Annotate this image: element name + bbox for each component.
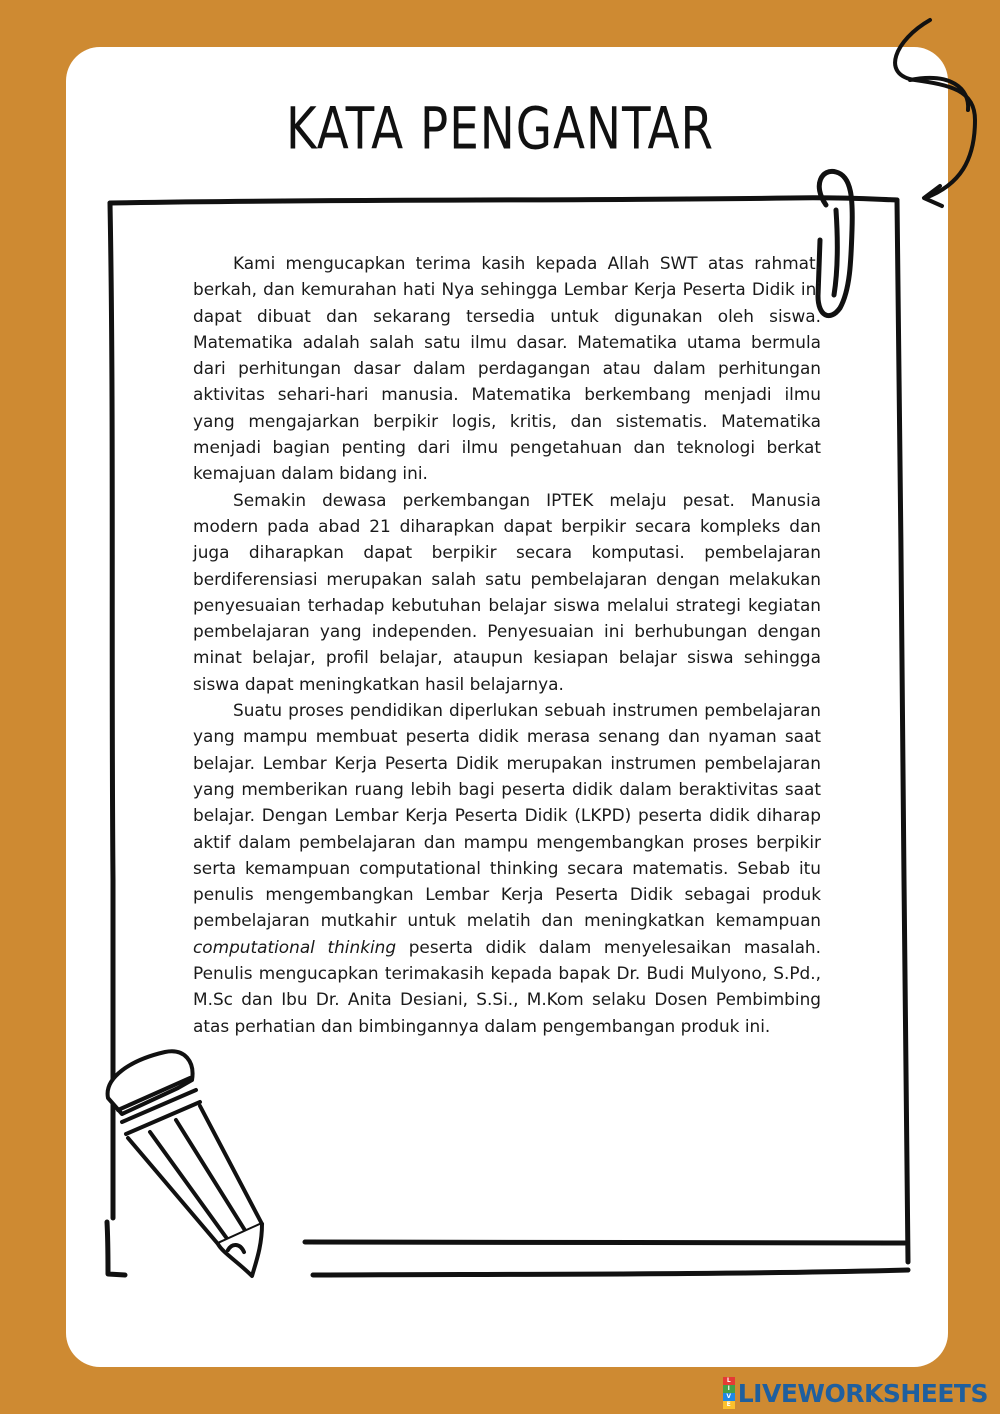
liveworksheets-watermark[interactable] xyxy=(723,1377,988,1409)
paragraph-1: Kami mengucapkan terima kasih kepada Allah SWT atas rahmat, berkah, dan kemurahan hati Nya sehingga Lembar Kerja Peserta Didik ini dapat dibuat dan sekarang tersedia untuk digunakan oleh siswa. Matematika adalah salah satu ilmu dasar. Matematika utama bermula dari perhitungan dasar dalam perdagangan atau dalam perhitungan aktivitas sehari-hari manusia. Matematika berkembang menjadi ilmu yang mengajarkan berpikir logis, kritis, dan sistematis. Matematika menjadi bagian penting dari ilmu pengetahuan dan teknologi berkat kemajuan dalam bidang ini. xyxy=(193,253,821,484)
logo-letter-e: E xyxy=(723,1401,735,1409)
liveworksheets-logo-icon xyxy=(723,1377,735,1409)
body-text xyxy=(193,250,821,1039)
italic-term: computational thinking xyxy=(193,936,397,957)
logo-letter-l: L xyxy=(723,1377,735,1385)
page-title: KATA PENGANTAR xyxy=(285,96,715,164)
paragraph-3-start: Suatu proses pendidikan diperlukan sebuah instrumen pembelajaran yang mampu membuat peserta didik merasa senang dan nyaman saat belajar. Lembar Kerja Peserta Didik merupakan instrumen pembelajaran yang memberikan ruang lebih bagi peserta didik dalam beraktivitas saat belajar. Dengan Lembar Kerja Peserta Didik (LKPD) peserta didik diharap aktif dalam pembelajaran dan mampu mengembangkan proses berpikir serta kemampuan computational thinking secara matematis. Sebab itu penulis mengembangkan Lembar Kerja Peserta Didik sebagai produk pembelajaran mutkahir untuk melatih dan meningkatkan kemampuan xyxy=(193,700,821,931)
liveworksheets-text: LIVEWORKSHEETS xyxy=(737,1378,988,1408)
paragraph-2: Semakin dewasa perkembangan IPTEK melaju pesat. Manusia modern pada abad 21 diharapkan dapat berpikir secara kompleks dan juga diharapkan dapat berpikir secara komputasi. pembelajaran berdiferensiasi merupakan salah satu pembelajaran dengan melakukan penyesuaian terhadap kebutuhan belajar siswa melalui strategi kegiatan pembelajaran yang independen. Penyesuaian ini berhubungan dengan minat belajar, profil belajar, ataupun kesiapan belajar siswa sehingga siswa dapat meningkatkan hasil belajarnya. xyxy=(193,489,821,694)
paragraph-3-end: peserta didik dalam menyelesaikan masalah. Penulis mengucapkan terimakasih kepada bapak Dr. Budi Mulyono, S.Pd., M.Sc dan Ibu Dr. Anita Desiani, S.Si., M.Kom selaku Dosen Pembimbing atas perhatian dan bimbingannya dalam pengembangan produk ini. xyxy=(193,936,821,1036)
logo-letter-v: V xyxy=(723,1393,735,1401)
logo-letter-i: I xyxy=(723,1385,735,1393)
paragraph-3 xyxy=(193,697,821,1039)
